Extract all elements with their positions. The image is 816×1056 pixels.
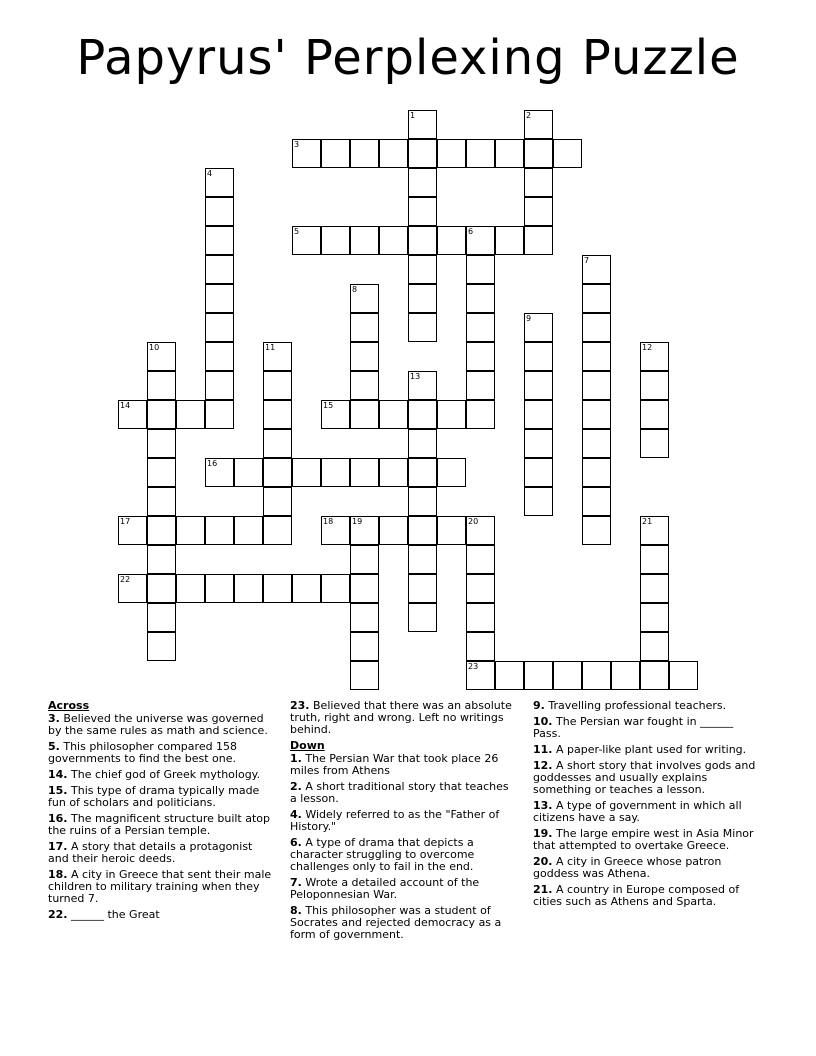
grid-cell[interactable] [466, 516, 495, 545]
grid-cell[interactable] [205, 197, 234, 226]
grid-cell[interactable] [118, 516, 147, 545]
grid-cell[interactable] [350, 371, 379, 400]
grid-cell[interactable] [408, 284, 437, 313]
grid-cell[interactable] [640, 429, 669, 458]
grid-cell[interactable] [321, 458, 350, 487]
grid-cell[interactable] [408, 313, 437, 342]
grid-cell[interactable] [408, 110, 437, 139]
clue-across-23: 23. Believed that there was an absolute truth, right and wrong. Left no writings behind. [290, 699, 512, 736]
grid-cell[interactable] [205, 371, 234, 400]
clues-column-2 [290, 700, 518, 945]
clue-down-2: 2. A short traditional story that teaches a lesson. [290, 780, 509, 805]
grid-cell[interactable] [205, 458, 234, 487]
grid-cell[interactable] [263, 574, 292, 603]
cell-number: 23 [468, 662, 479, 671]
grid-cell[interactable] [263, 487, 292, 516]
grid-cell[interactable] [408, 168, 437, 197]
grid-cell[interactable] [118, 400, 147, 429]
cell-number: 20 [468, 517, 479, 526]
cell-number: 14 [120, 401, 131, 410]
grid-cell[interactable] [466, 400, 495, 429]
grid-cell[interactable] [408, 226, 437, 255]
clue-down-11: 11. A paper-like plant used for writing. [533, 743, 747, 756]
grid-cell[interactable] [524, 139, 553, 168]
grid-cell[interactable] [466, 342, 495, 371]
grid-cell[interactable] [147, 342, 176, 371]
clue-down-8: 8. This philosopher was a student of Socrates and rejected democracy as a form of government. [290, 904, 502, 941]
grid-cell[interactable] [292, 139, 321, 168]
grid-cell[interactable] [263, 371, 292, 400]
grid-cell[interactable] [524, 197, 553, 226]
clue-across-14: 14. The chief god of Greek mythology. [48, 768, 261, 781]
grid-cell[interactable] [524, 371, 553, 400]
grid-cell[interactable] [582, 516, 611, 545]
clue-across-3: 3. Believed the universe was governed by the same rules as math and science. [48, 712, 268, 737]
grid-cell[interactable] [524, 168, 553, 197]
grid-cell[interactable] [379, 139, 408, 168]
grid-cell[interactable] [553, 139, 582, 168]
grid-cell[interactable] [582, 429, 611, 458]
grid-cell[interactable] [640, 342, 669, 371]
grid-cell[interactable] [524, 226, 553, 255]
grid-cell[interactable] [147, 429, 176, 458]
grid-cell[interactable] [495, 661, 524, 690]
grid-cell[interactable] [466, 226, 495, 255]
cell-number: 1 [410, 111, 416, 120]
grid-cell[interactable] [350, 516, 379, 545]
grid-cell[interactable] [147, 371, 176, 400]
cell-number: 6 [468, 227, 474, 236]
grid-cell[interactable] [350, 342, 379, 371]
grid-cell[interactable] [205, 255, 234, 284]
grid-cell[interactable] [176, 516, 205, 545]
grid-cell[interactable] [147, 458, 176, 487]
grid-cell[interactable] [408, 516, 437, 545]
grid-cell[interactable] [263, 429, 292, 458]
grid-cell[interactable] [466, 284, 495, 313]
grid-cell[interactable] [437, 458, 466, 487]
grid-cell[interactable] [408, 487, 437, 516]
cell-number: 15 [323, 401, 334, 410]
grid-cell[interactable] [669, 661, 698, 690]
clue-down-10: 10. The Persian war fought in ______ Pass. [533, 715, 734, 740]
grid-cell[interactable] [408, 371, 437, 400]
grid-cell[interactable] [553, 661, 582, 690]
grid-cell[interactable] [379, 226, 408, 255]
grid-cell[interactable] [263, 342, 292, 371]
grid-cell[interactable] [524, 458, 553, 487]
cell-number: 3 [294, 140, 300, 149]
grid-cell[interactable] [640, 574, 669, 603]
grid-cell[interactable] [640, 603, 669, 632]
grid-cell[interactable] [350, 545, 379, 574]
grid-cell[interactable] [437, 226, 466, 255]
grid-cell[interactable] [350, 632, 379, 661]
grid-cell[interactable] [524, 487, 553, 516]
grid-cell[interactable] [466, 661, 495, 690]
cell-number: 8 [352, 285, 358, 294]
grid-cell[interactable] [437, 139, 466, 168]
grid-cell[interactable] [466, 574, 495, 603]
cell-number: 21 [642, 517, 653, 526]
clue-down-9: 9. Travelling professional teachers. [533, 699, 727, 712]
grid-cell[interactable] [234, 516, 263, 545]
grid-cell[interactable] [147, 545, 176, 574]
clue-across-18: 18. A city in Greece that sent their male children to military training when they turned 7. [48, 868, 272, 905]
grid-cell[interactable] [205, 342, 234, 371]
cell-number: 22 [120, 575, 131, 584]
grid-cell[interactable] [321, 226, 350, 255]
clue-down-4: 4. Widely referred to as the "Father of History." [290, 808, 500, 833]
cell-number: 18 [323, 517, 334, 526]
grid-cell[interactable] [205, 516, 234, 545]
grid-cell[interactable] [495, 226, 524, 255]
grid-cell[interactable] [640, 400, 669, 429]
grid-cell[interactable] [466, 255, 495, 284]
grid-cell[interactable] [466, 313, 495, 342]
cell-number: 9 [526, 314, 532, 323]
clues-column-1 [48, 700, 274, 925]
grid-cell[interactable] [524, 110, 553, 139]
grid-cell[interactable] [205, 574, 234, 603]
page-title: Papyrus' Perplexing Puzzle [76, 30, 740, 86]
grid-cell[interactable] [379, 458, 408, 487]
across-heading: Across [48, 699, 90, 712]
grid-cell[interactable] [408, 545, 437, 574]
grid-cell[interactable] [408, 400, 437, 429]
grid-cell[interactable] [408, 458, 437, 487]
grid-cell[interactable] [350, 400, 379, 429]
clue-across-5: 5. This philosopher compared 158 governments to find the best one. [48, 740, 238, 765]
grid-cell[interactable] [582, 400, 611, 429]
grid-cell[interactable] [582, 313, 611, 342]
grid-cell[interactable] [350, 458, 379, 487]
clue-across-15: 15. This type of drama typically made fun of scholars and politicians. [48, 784, 260, 809]
grid-cell[interactable] [582, 487, 611, 516]
grid-cell[interactable] [176, 574, 205, 603]
grid-cell[interactable] [408, 139, 437, 168]
grid-cell[interactable] [408, 255, 437, 284]
grid-cell[interactable] [118, 574, 147, 603]
grid-cell[interactable] [524, 429, 553, 458]
clue-across-16: 16. The magnificent structure built atop the ruins of a Persian temple. [48, 812, 271, 837]
grid-cell[interactable] [582, 661, 611, 690]
grid-cell[interactable] [582, 458, 611, 487]
grid-cell[interactable] [234, 574, 263, 603]
cell-number: 12 [642, 343, 653, 352]
grid-cell[interactable] [263, 458, 292, 487]
clue-down-19: 19. The large empire west in Asia Minor that attempted to overtake Greece. [533, 827, 754, 852]
cell-number: 10 [149, 343, 160, 352]
grid-cell[interactable] [147, 516, 176, 545]
grid-cell[interactable] [350, 226, 379, 255]
cell-number: 17 [120, 517, 131, 526]
grid-cell[interactable] [350, 574, 379, 603]
grid-cell[interactable] [640, 632, 669, 661]
grid-cell[interactable] [582, 342, 611, 371]
clue-across-22: 22. ______ the Great [48, 908, 160, 921]
grid-cell[interactable] [147, 603, 176, 632]
grid-cell[interactable] [205, 284, 234, 313]
grid-cell[interactable] [582, 255, 611, 284]
grid-cell[interactable] [379, 400, 408, 429]
grid-cell[interactable] [205, 226, 234, 255]
cell-number: 11 [265, 343, 276, 352]
clue-down-12: 12. A short story that involves gods and goddesses and usually explains something or teaches a lesson. [533, 759, 756, 796]
grid-cell[interactable] [524, 313, 553, 342]
grid-cell[interactable] [408, 429, 437, 458]
clue-down-1: 1. The Persian War that took place 26 miles from Athens [290, 752, 499, 777]
grid-cell[interactable] [466, 603, 495, 632]
cell-number: 19 [352, 517, 363, 526]
grid-cell[interactable] [205, 313, 234, 342]
grid-cell[interactable] [292, 458, 321, 487]
grid-cell[interactable] [263, 400, 292, 429]
grid-cell[interactable] [350, 284, 379, 313]
grid-cell[interactable] [408, 603, 437, 632]
grid-cell[interactable] [147, 487, 176, 516]
grid-cell[interactable] [379, 516, 408, 545]
grid-cell[interactable] [147, 632, 176, 661]
grid-cell[interactable] [466, 632, 495, 661]
clue-down-21: 21. A country in Europe composed of cities such as Athens and Sparta. [533, 883, 740, 908]
clues-column-3 [533, 700, 761, 912]
cell-number: 2 [526, 111, 532, 120]
grid-cell[interactable] [408, 197, 437, 226]
grid-cell[interactable] [350, 603, 379, 632]
clue-down-7: 7. Wrote a detailed account of the Peloponnesian War. [290, 876, 480, 901]
grid-cell[interactable] [176, 400, 205, 429]
grid-cell[interactable] [350, 661, 379, 690]
down-heading: Down [290, 739, 325, 752]
grid-cell[interactable] [640, 661, 669, 690]
grid-cell[interactable] [205, 168, 234, 197]
grid-cell[interactable] [234, 458, 263, 487]
grid-cell[interactable] [437, 400, 466, 429]
clue-across-17: 17. A story that details a protagonist and their heroic deeds. [48, 840, 253, 865]
grid-cell[interactable] [582, 371, 611, 400]
grid-cell[interactable] [437, 516, 466, 545]
grid-cell[interactable] [292, 574, 321, 603]
grid-cell[interactable] [321, 400, 350, 429]
grid-cell[interactable] [640, 516, 669, 545]
grid-cell[interactable] [408, 574, 437, 603]
cell-number: 13 [410, 372, 421, 381]
grid-cell[interactable] [147, 400, 176, 429]
grid-cell[interactable] [350, 139, 379, 168]
cell-number: 4 [207, 169, 213, 178]
cell-number: 7 [584, 256, 590, 265]
grid-cell[interactable] [524, 661, 553, 690]
cell-number: 16 [207, 459, 218, 468]
grid-cell[interactable] [263, 516, 292, 545]
clue-down-13: 13. A type of government in which all citizens have a say. [533, 799, 742, 824]
grid-cell[interactable] [466, 139, 495, 168]
grid-cell[interactable] [466, 545, 495, 574]
grid-cell[interactable] [321, 574, 350, 603]
grid-cell[interactable] [640, 545, 669, 574]
grid-cell[interactable] [321, 139, 350, 168]
grid-cell[interactable] [524, 400, 553, 429]
cell-number: 5 [294, 227, 300, 236]
grid-cell[interactable] [350, 313, 379, 342]
grid-cell[interactable] [321, 516, 350, 545]
grid-cell[interactable] [147, 574, 176, 603]
grid-cell[interactable] [640, 371, 669, 400]
grid-cell[interactable] [611, 661, 640, 690]
clue-down-6: 6. A type of drama that depicts a character struggling to overcome challenges only to fail in the end. [290, 836, 475, 873]
clue-down-20: 20. A city in Greece whose patron goddess was Athena. [533, 855, 722, 880]
grid-cell[interactable] [524, 342, 553, 371]
grid-cell[interactable] [466, 371, 495, 400]
grid-cell[interactable] [292, 226, 321, 255]
grid-cell[interactable] [205, 400, 234, 429]
grid-cell[interactable] [495, 139, 524, 168]
grid-cell[interactable] [582, 284, 611, 313]
